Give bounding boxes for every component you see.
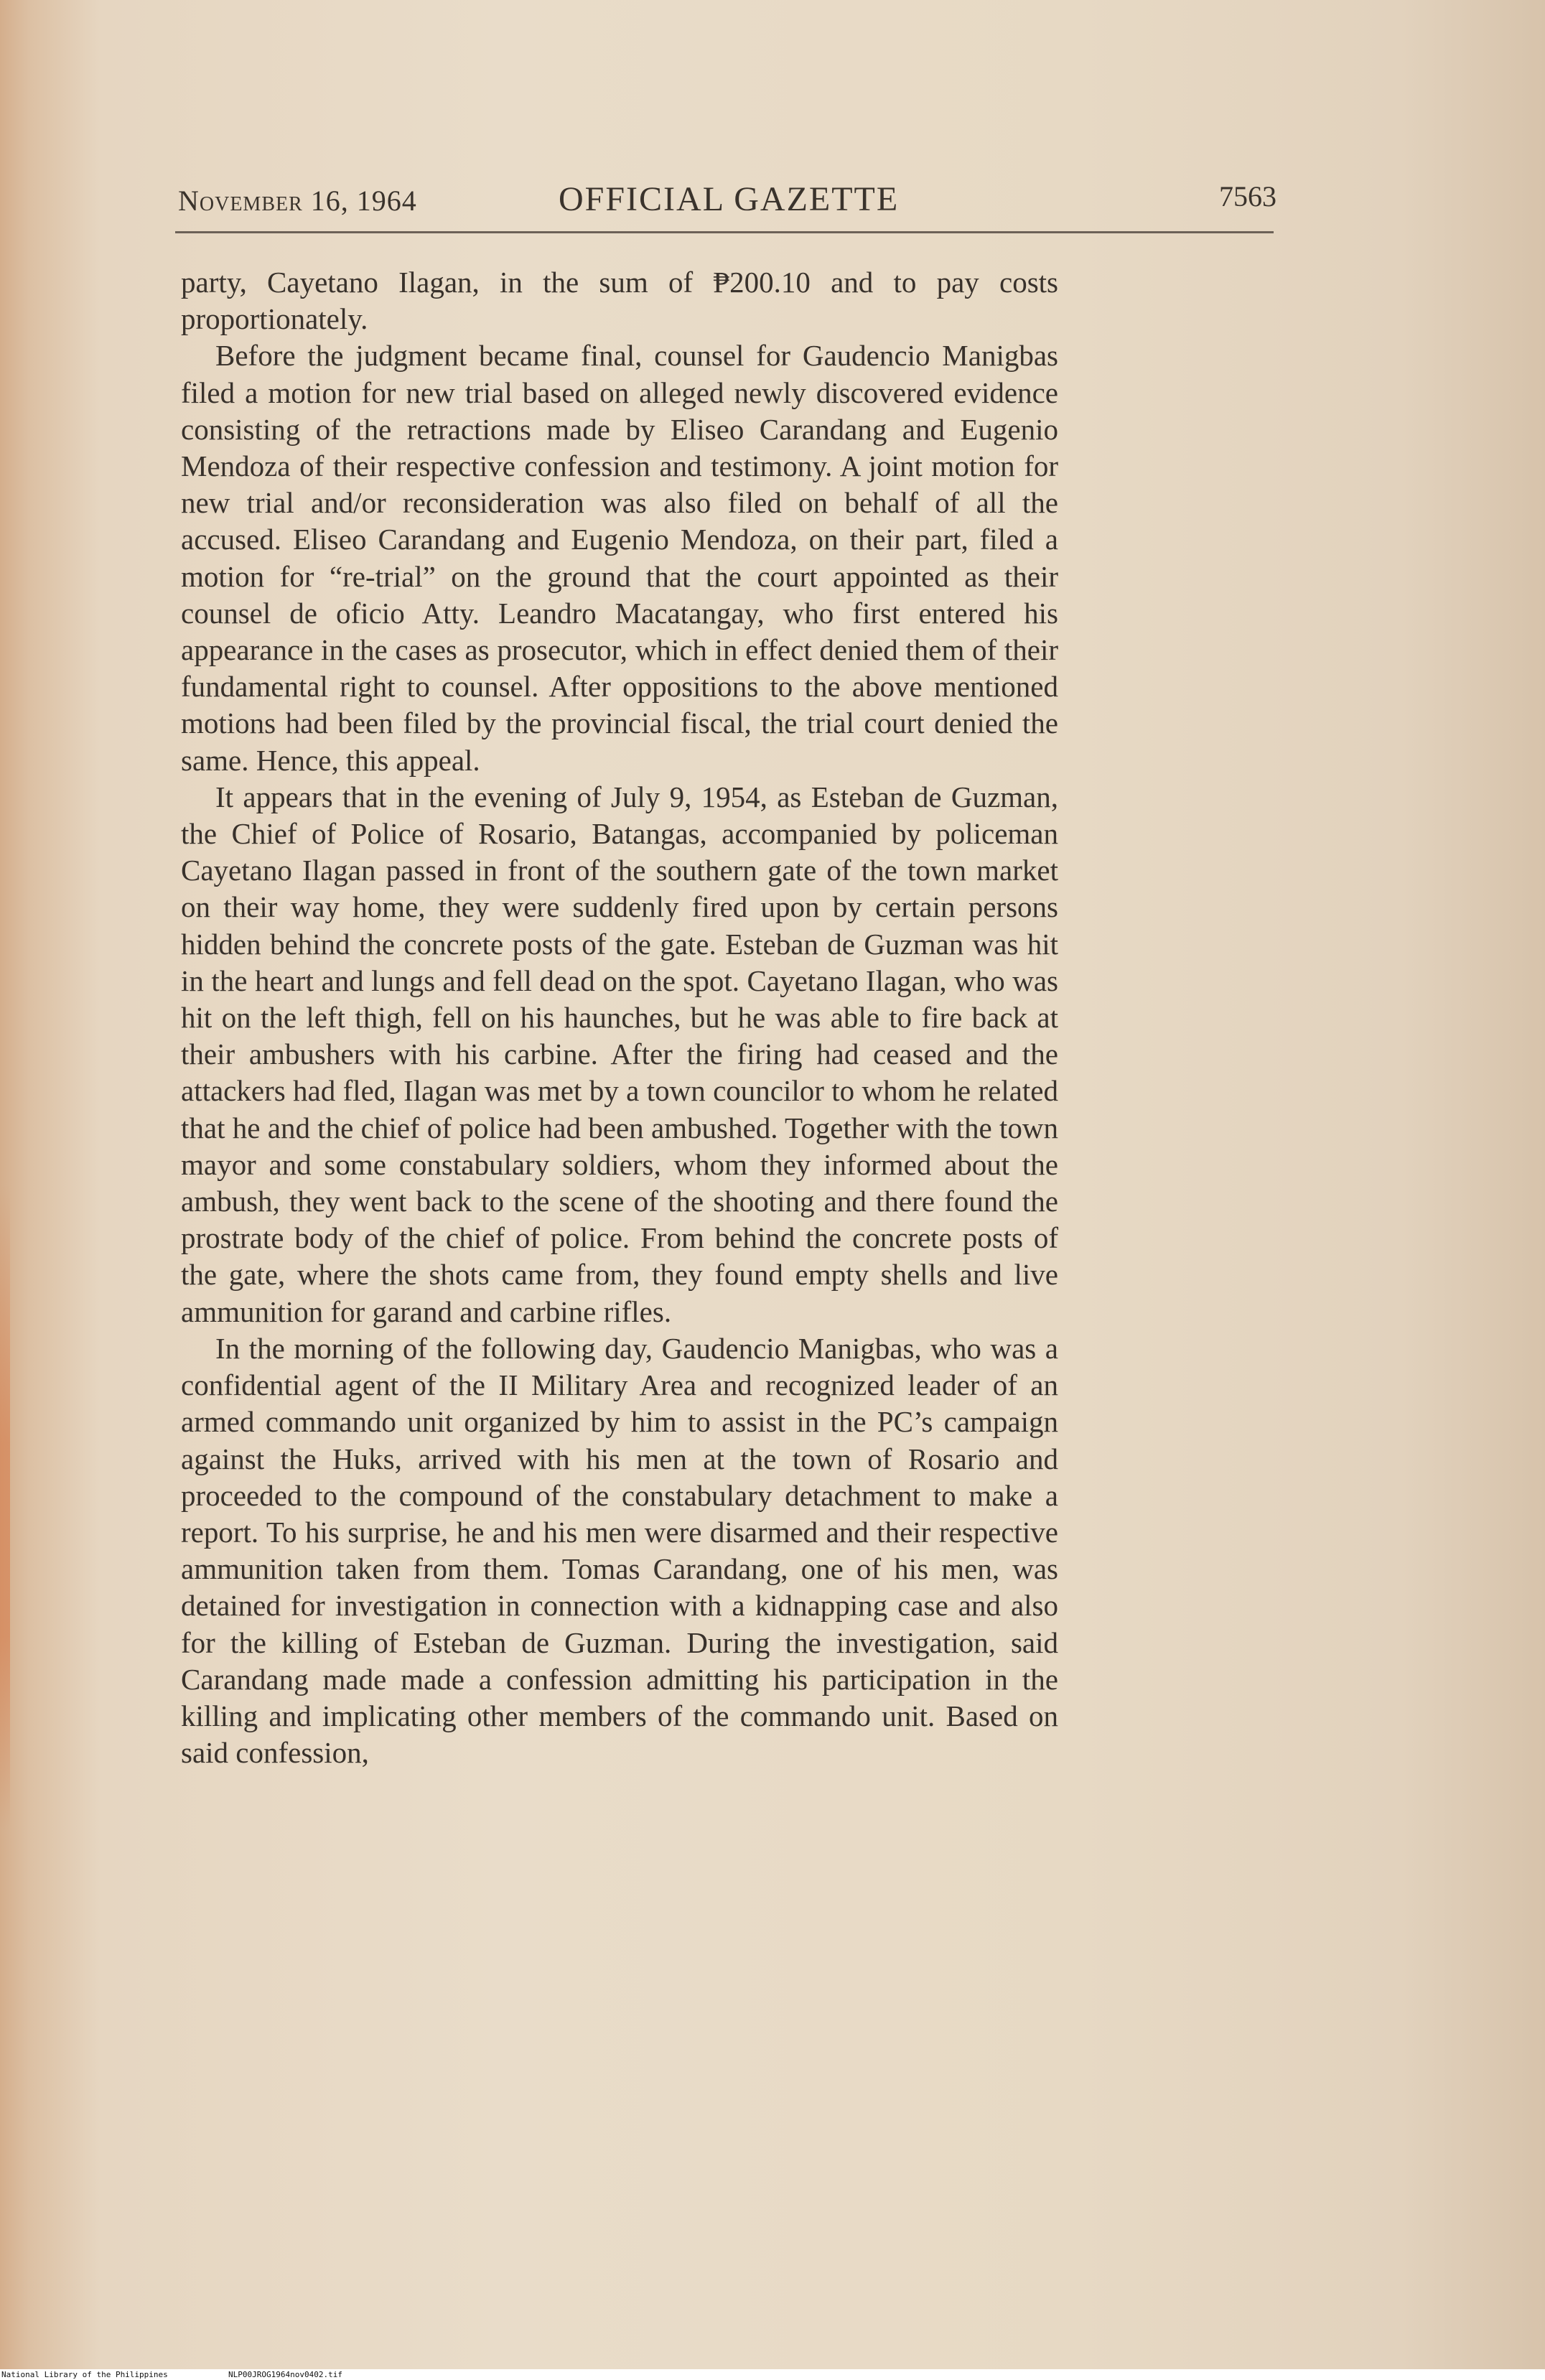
paragraph: Before the judgment became final, counsel for Gaudencio Manigbas filed a motion for new trial based on alleged newly discovered evidence consisting of the retractions made by Eliseo Carandang and Eugenio Mendoza of their respective confession and testimony. A joint motion for new trial and/or reconsideration was also filed on behalf of all the accused. Eliseo Carandang and Eugenio Mendoza, on their part, filed a motion for “re-trial” on the ground that the court appointed as their counsel de oficio Atty. Leandro Macatangay, who first entered his appearance in the cases as prosecutor, which in effect denied them of their fundamental right to counsel. After oppositions to the above mentioned motions had been filed by the provincial fiscal, the trial court denied the same. Hence, this appeal.: [181, 339, 1058, 777]
paragraph: It appears that in the evening of July 9, 1954, as Esteban de Guzman, the Chief of Police of Rosario, Batangas, accompanied by policeman Cayetano Ilagan passed in front of the southern gate of the town market on their way home, they were suddenly fired upon by certain persons hidden behind the concrete posts of the gate. Esteban de Guzman was hit in the heart and lungs and fell dead on the spot. Cayetano Ilagan, who was hit on the left thigh, fell on his haunches, but he was able to fire back at their ambushers with his carbine. After the firing had ceased and the attackers had fled, Ilagan was met by a town councilor to whom he related that he and the chief of police had been ambushed. Together with the town mayor and some constabulary soldiers, whom they informed about the ambush, they went back to the scene of the shooting and there found the prostrate body of the chief of police. From behind the concrete posts of the gate, where the shots came from, they found empty shells and live ammunition for garand and carbine rifles.: [181, 780, 1058, 1328]
page-number: 7563: [1219, 180, 1276, 213]
header-rule: [175, 231, 1274, 233]
page-edge-discoloration: [0, 1185, 10, 1831]
header-date: November 16, 1964: [178, 185, 417, 217]
body-text: [181, 264, 1058, 1771]
paragraph: In the morning of the following day, Gaudencio Manigbas, who was a confidential agent of the II Military Area and recognized leader of an armed commando unit organized by him to assist in the PC’s campaign against the Huks, arrived with his men at the town of Rosario and proceeded to the compound of the constabulary detachment to make a report. To his surprise, he and his men were disarmed and their respective ammunition taken from them. Tomas Carandang, one of his men, was detained for investigation in connection with a kidnapping case and also for the killing of Esteban de Guzman. During the investigation, said Carandang made made a confession admitting his participation in the killing and implicating other members of the commando unit. Based on said confession,: [181, 1331, 1058, 1770]
scan-filename: NLP00JROG1964nov0402.tif: [228, 2370, 342, 2379]
paragraph: party, Cayetano Ilagan, in the sum of ₱200.10 and to pay costs proportionately.: [181, 266, 1058, 336]
header-title: OFFICIAL GAZETTE: [559, 180, 900, 218]
scan-library-credit: National Library of the Philippines: [1, 2370, 168, 2379]
page-header: [178, 179, 1284, 223]
scan-footer: [0, 2369, 1545, 2380]
